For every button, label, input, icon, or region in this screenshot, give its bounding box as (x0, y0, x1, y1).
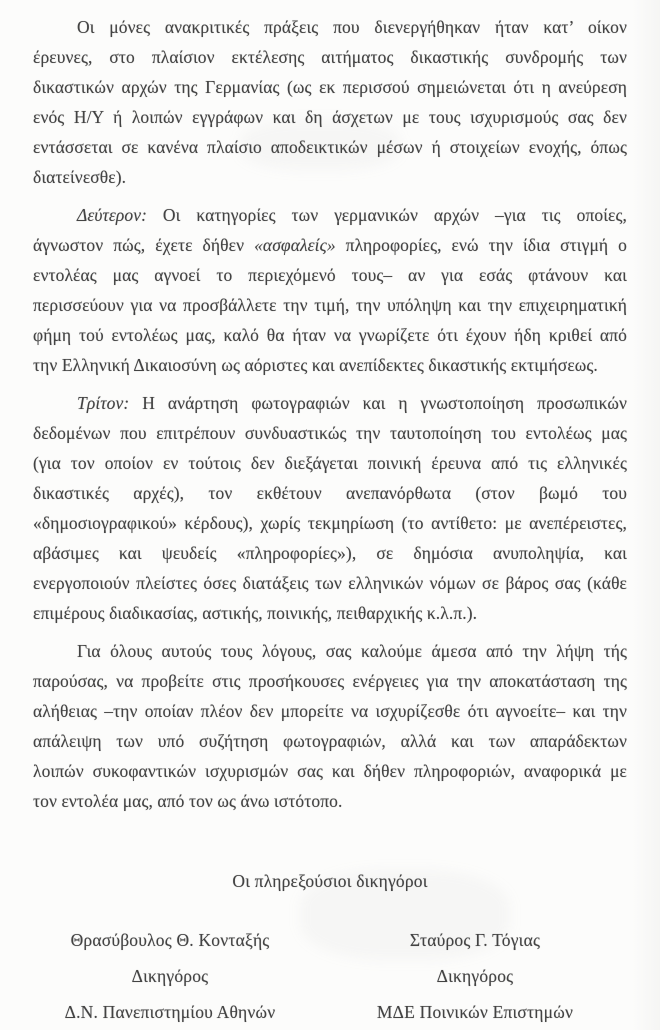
text-line (33, 636, 627, 666)
signatory-credential: ΜΔΕ Ποινικών Επιστημών (376, 1002, 574, 1022)
line-text-italic: Δεύτερον: (77, 205, 148, 225)
closing-title: Οι πληρεξούσιοι δικηγόροι (232, 871, 428, 891)
signatory-role: Δικηγόρος (436, 966, 514, 986)
text-line (33, 260, 627, 290)
line-text: Για όλους αυτούς τους λόγους, σας καλούμε άμεσα από την λήψη τής (77, 641, 627, 661)
text-line (33, 598, 627, 628)
line-text: απάλειψη των υπό συζήτηση φωτογραφιών, αλλά και των απαράδεκτων (33, 731, 627, 751)
line-text: πληροφορίες, ενώ την ίδια στιγμή ο (335, 235, 627, 255)
line-text: (για τον οποίον εν τούτοις δεν διεξάγεται ποινική έρευνα από τις ελληνικές (33, 453, 627, 473)
line-text: δεδομένων που επιτρέπουν συνδυαστικώς την ταυτοποίηση του εντολέως μας (33, 423, 627, 443)
paragraph-secondly (33, 200, 627, 380)
line-text: Οι μόνες ανακριτικές πράξεις που διενεργήθηκαν ήταν κατ’ οίκον (77, 17, 627, 37)
line-text: παρούσας, να προβείτε στις προσήκουσες ενέργειες για την αποκατάσταση της (33, 671, 627, 691)
text-line (33, 42, 627, 72)
line-text: δικαστικών αρχών της Γερμανίας (ως εκ περισσού σημειώνεται ότι η ανεύρεση (33, 77, 627, 97)
text-line (33, 290, 627, 320)
line-text: φήμη τού εντολέως μας, καλό θα ήταν να γνωρίζετε ότι έχουν ήδη κριθεί από (33, 325, 627, 345)
text-line (33, 350, 627, 380)
signature-block (0, 922, 660, 1030)
line-text: αβάσιμες και ψευδείς «πληροφορίες»), σε δημόσια ανυποληψία, και (33, 543, 627, 563)
paragraph-thirdly (33, 388, 627, 628)
line-text: την Ελληνική Δικαιοσύνη ως αόριστες και ανεπίδεκτες δικαστικής εκτιμήσεως. (33, 355, 598, 375)
paragraph-demands (33, 636, 627, 816)
signatory-credential: Δ.Ν. Πανεπιστημίου Αθηνών (64, 1002, 276, 1022)
line-text: περισσεύουν για να προσβάλλετε την τιμή, την υπόληψη και την επιχειρηματική (33, 295, 627, 315)
text-line (33, 132, 627, 162)
signatory-name: Σταύρος Γ. Τόγιας (409, 930, 541, 950)
signatory-name: Θρασύβουλος Θ. Κονταξής (70, 930, 270, 950)
text-line (33, 418, 627, 448)
line-text: εντάσσεται σε κανένα πλαίσιο αποδεικτικών μέσων ή στοιχείων ενοχής, όπως (33, 137, 627, 157)
line-text: Οι κατηγορίες των γερμανικών αρχών –για τις οποίες, (147, 205, 627, 225)
text-line (33, 162, 627, 192)
text-line (33, 726, 627, 756)
text-line (33, 388, 627, 418)
line-text: ενός Η/Υ ή λοιπών εγγράφων και δη άσχετων με τους ισχυρισμούς σας δεν (33, 107, 627, 127)
line-text: λοιπών συκοφαντικών ισχυρισμών σας και δήθεν πληροφοριών, αναφορικά με (33, 761, 627, 781)
text-line (33, 568, 627, 598)
line-text: έρευνες, στο πλαίσιον εκτέλεσης αιτήματος δικαστικής συνδρομής των (33, 47, 627, 67)
text-line (33, 538, 627, 568)
text-line (33, 102, 627, 132)
line-text-italic: «ασφαλείς» (254, 235, 336, 255)
text-line (33, 72, 627, 102)
text-line (33, 200, 627, 230)
text-line (33, 696, 627, 726)
line-text: εντολέας μας αγνοεί το περιεχόμενό τους– αν για εσάς φτάνουν και (33, 265, 627, 285)
line-text: επιμέρους διαδικασίας, αστικής, ποινικής, πειθαρχικής κ.λ.π.). (33, 603, 478, 623)
signatory-left (20, 922, 320, 1030)
line-text: διατείνεσθε). (33, 167, 127, 187)
text-line (33, 508, 627, 538)
text-line (33, 12, 627, 42)
text-line (33, 786, 627, 816)
paragraph-home-searches (33, 12, 627, 192)
line-text: δικαστικές αρχές), τον εκθέτουν ανεπανόρθωτα (στον βωμό του (33, 483, 627, 503)
line-text: Η ανάρτηση φωτογραφιών και η γνωστοποίηση προσωπικών (129, 393, 627, 413)
signatory-role: Δικηγόρος (131, 966, 209, 986)
line-text-italic: Τρίτον: (77, 393, 130, 413)
letter-body (33, 12, 627, 816)
text-line (33, 756, 627, 786)
text-line (33, 666, 627, 696)
signatory-right (325, 922, 625, 1030)
text-line (33, 478, 627, 508)
line-text: «δημοσιογραφικού» κέρδους), χωρίς τεκμηρίωση (το αντίθετο: με ανεπέρειστες, (33, 513, 627, 533)
line-text: τον εντολέα μας, από τον ως άνω ιστότοπο. (33, 791, 343, 811)
line-text: αλήθειας –την οποίαν πλέον δεν μπορείτε να ισχυρίζεσθε ότι αγνοείτε– και την (33, 701, 627, 721)
text-line (33, 320, 627, 350)
line-text: άγνωστον πώς, έχετε δήθεν (33, 235, 255, 255)
text-line (33, 230, 627, 260)
line-text: ενεργοποιούν πλείστες όσες διατάξεις των ελληνικών νόμων σε βάρος σας (κάθε (33, 573, 627, 593)
text-line (33, 448, 627, 478)
